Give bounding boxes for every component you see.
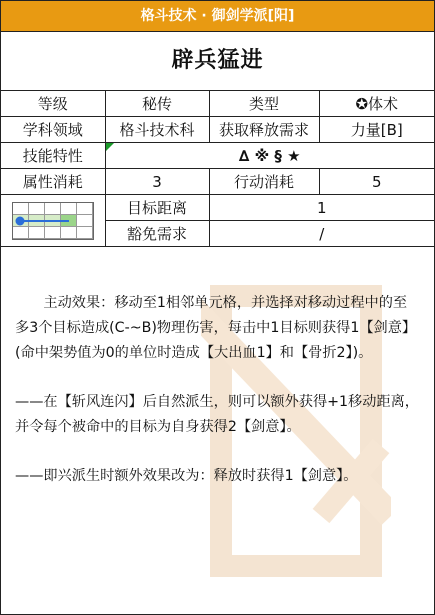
effect-main: 主动效果：移动至1相邻单元格，并选择对移动过程中的至多3个目标造成(C-~B)物理伤害，每击中1目标则获得1【剑意】(命中架势值为0的单位时造成【大出血1】和【骨折2】)。 xyxy=(15,295,417,361)
label-requirement: 获取释放需求 xyxy=(209,117,319,143)
row-range xyxy=(1,195,434,221)
value-level: 秘传 xyxy=(105,91,209,117)
card-header: 格斗技术 · 御剑学派[阳] xyxy=(1,1,434,32)
value-discipline: 格斗技术科 xyxy=(105,117,209,143)
marker-triangle-icon xyxy=(106,143,114,151)
value-save: / xyxy=(209,221,434,247)
label-traits xyxy=(1,143,105,169)
effect-description xyxy=(15,291,419,513)
label-traits-text: 技能特性 xyxy=(22,147,83,165)
label-attr-cost: 属性消耗 xyxy=(1,169,105,195)
value-action-cost: 5 xyxy=(319,169,434,195)
label-type: 类型 xyxy=(209,91,319,117)
value-traits-text: ∆ ※ § ★ xyxy=(238,146,301,165)
move-path-icon xyxy=(13,203,93,239)
label-discipline: 学科领域 xyxy=(1,117,105,143)
range-diagram xyxy=(1,195,105,247)
range-grid xyxy=(12,202,94,240)
value-requirement: 力量[B] xyxy=(319,117,434,143)
effect-derive-natural: ——在【斩风连闪】后自然派生，则可以额外获得+1移动距离，并令每个被命中的目标为自身获得2【剑意】。 xyxy=(15,394,419,435)
row-traits xyxy=(1,143,434,169)
value-traits xyxy=(105,143,434,169)
skill-info-table xyxy=(1,91,434,247)
skill-title: 辟兵猛进 xyxy=(1,32,434,91)
row-cost xyxy=(1,169,434,195)
value-type: ✪体术 xyxy=(319,91,434,117)
label-action-cost: 行动消耗 xyxy=(209,169,319,195)
label-save: 豁免需求 xyxy=(105,221,209,247)
label-level: 等级 xyxy=(1,91,105,117)
row-level xyxy=(1,91,434,117)
effect-derive-improv: ——即兴派生时额外效果改为：释放时获得1【剑意】。 xyxy=(15,468,358,484)
value-attr-cost: 3 xyxy=(105,169,209,195)
label-range: 目标距离 xyxy=(105,195,209,221)
value-range: 1 xyxy=(209,195,434,221)
row-discipline xyxy=(1,117,434,143)
